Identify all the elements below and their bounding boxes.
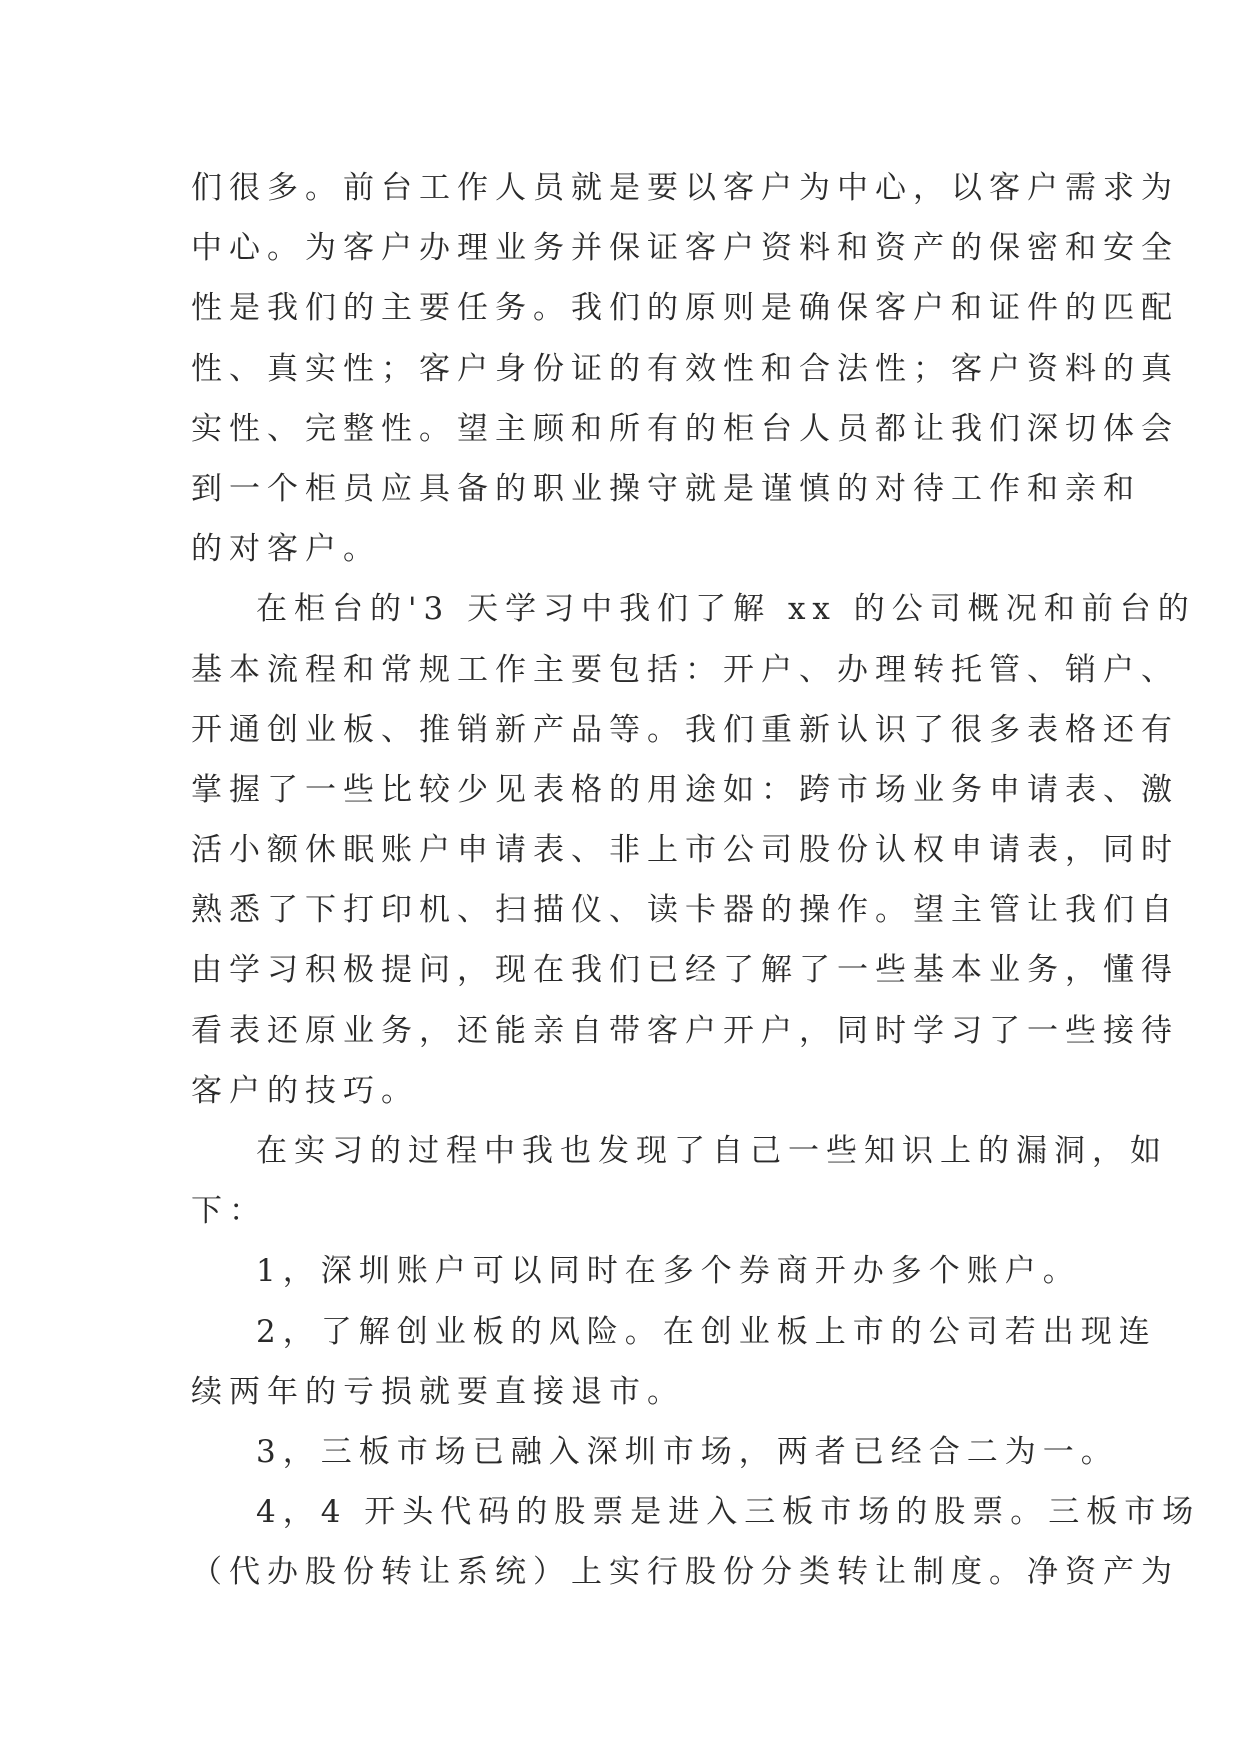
text-line: 2，了解创业板的风险。在创业板上市的公司若出现连 [256, 1313, 1157, 1350]
text-line: 下： [191, 1193, 267, 1230]
text-line: 熟悉了下打印机、扫描仪、读卡器的操作。望主管让我们自 [191, 892, 1179, 929]
text-line: 客户的技巧。 [191, 1072, 419, 1109]
text-line: 4，4 开头代码的股票是进入三板市场的股票。三板市场 [256, 1494, 1201, 1531]
text-line: 基本流程和常规工作主要包括：开户、办理转托管、销户、 [191, 651, 1179, 688]
text-line: 在柜台的'3 天学习中我们了解 xx 的公司概况和前台的 [256, 591, 1196, 628]
text-line: 性是我们的主要任务。我们的原则是确保客户和证件的匹配 [191, 290, 1179, 327]
text-line: 1，深圳账户可以同时在多个券商开办多个账户。 [256, 1253, 1081, 1290]
text-line: 在实习的过程中我也发现了自己一些知识上的漏洞，如 [256, 1133, 1168, 1169]
body-text [191, 158, 1201, 1603]
text-line: 掌握了一些比较少见表格的用途如：跨市场业务申请表、激 [191, 771, 1179, 808]
text-line: （代办股份转让系统）上实行股份分类转让制度。净资产为 [191, 1554, 1179, 1591]
text-line: 实性、完整性。望主顾和所有的柜台人员都让我们深切体会 [191, 410, 1179, 447]
text-line: 续两年的亏损就要直接退市。 [191, 1373, 685, 1410]
text-line: 们很多。前台工作人员就是要以客户为中心，以客户需求为 [191, 170, 1179, 206]
text-line: 性、真实性；客户身份证的有效性和合法性；客户资料的真 [191, 350, 1179, 387]
text-line: 的对客户。 [191, 531, 381, 568]
text-line: 中心。为客户办理业务并保证客户资料和资产的保密和安全 [191, 230, 1179, 267]
text-line: 活小额休眠账户申请表、非上市公司股份认权申请表，同时 [191, 832, 1179, 869]
text-line: 看表还原业务，还能亲自带客户开户，同时学习了一些接待 [191, 1012, 1179, 1049]
text-line: 开通创业板、推销新产品等。我们重新认识了很多表格还有 [191, 711, 1179, 748]
text-line: 到一个柜员应具备的职业操守就是谨慎的对待工作和亲和 [191, 470, 1141, 507]
text-line: 3，三板市场已融入深圳市场，两者已经合二为一。 [256, 1433, 1119, 1470]
text-line: 由学习积极提问，现在我们已经了解了一些基本业务，懂得 [191, 952, 1179, 989]
